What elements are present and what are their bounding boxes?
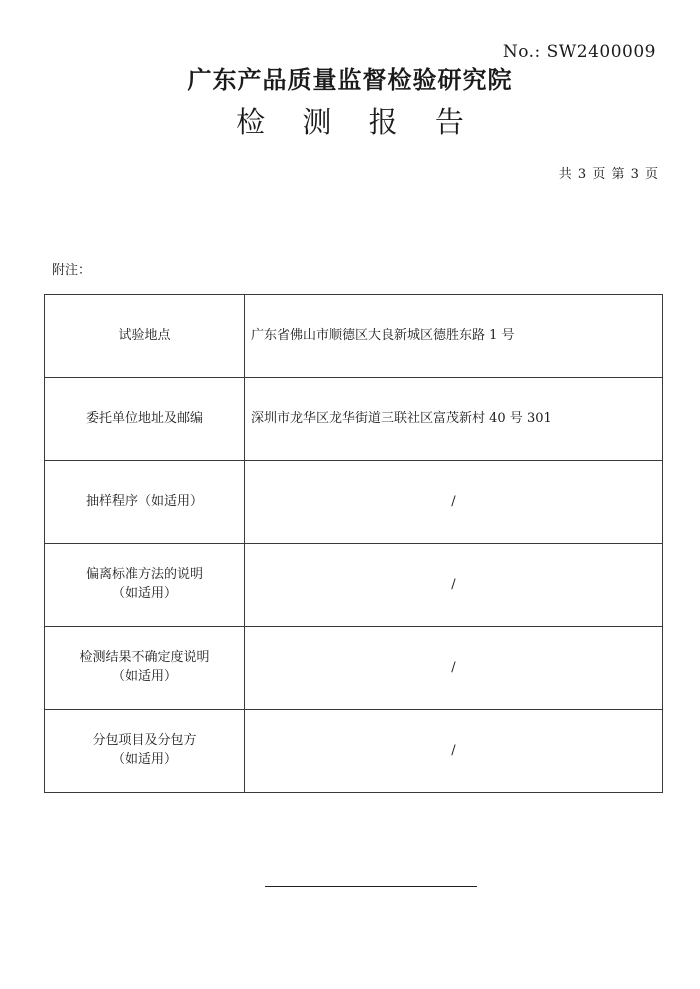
page-info: 共 3 页 第 3 页 — [558, 167, 658, 182]
row-label-subtext: （如适用） — [111, 752, 177, 767]
row-label — [45, 295, 245, 378]
row-label-text: 抽样程序（如适用） — [85, 493, 203, 509]
row-value: / — [245, 710, 663, 793]
row-label — [45, 627, 245, 710]
row-label — [45, 378, 245, 461]
report-title: 检 测 报 告 — [236, 105, 478, 139]
institute-name: 广东产品质量监督检验研究院 — [187, 65, 513, 94]
table-row-client-address — [45, 378, 663, 461]
row-value: 广东省佛山市顺德区大良新城区德胜东路 1 号 — [245, 295, 663, 378]
row-value: / — [245, 544, 663, 627]
row-label-text: 分包项目及分包方 — [92, 733, 197, 749]
table-row-uncertainty — [45, 627, 663, 710]
row-label — [45, 544, 245, 627]
row-label-text: 偏离标准方法的说明 — [85, 567, 203, 583]
remarks-table — [44, 294, 663, 793]
row-label — [45, 461, 245, 544]
remarks-label: 附注： — [52, 263, 92, 278]
table-row-sampling-procedure — [45, 461, 663, 544]
table-row-subcontracting — [45, 710, 663, 793]
footer-divider — [265, 886, 477, 887]
table-row-test-location — [45, 295, 663, 378]
row-value: 深圳市龙华区龙华街道三联社区富茂新村 40 号 301 — [245, 378, 663, 461]
table-row-method-deviation — [45, 544, 663, 627]
row-value: / — [245, 627, 663, 710]
report-number: No.: SW2400009 — [502, 42, 656, 62]
row-label — [45, 710, 245, 793]
row-label-text: 检测结果不确定度说明 — [79, 650, 210, 666]
row-value: / — [245, 461, 663, 544]
row-label-subtext: （如适用） — [111, 669, 177, 684]
row-label-subtext: （如适用） — [111, 586, 177, 601]
row-label-text: 试验地点 — [118, 327, 171, 343]
row-label-text: 委托单位地址及邮编 — [85, 410, 203, 426]
